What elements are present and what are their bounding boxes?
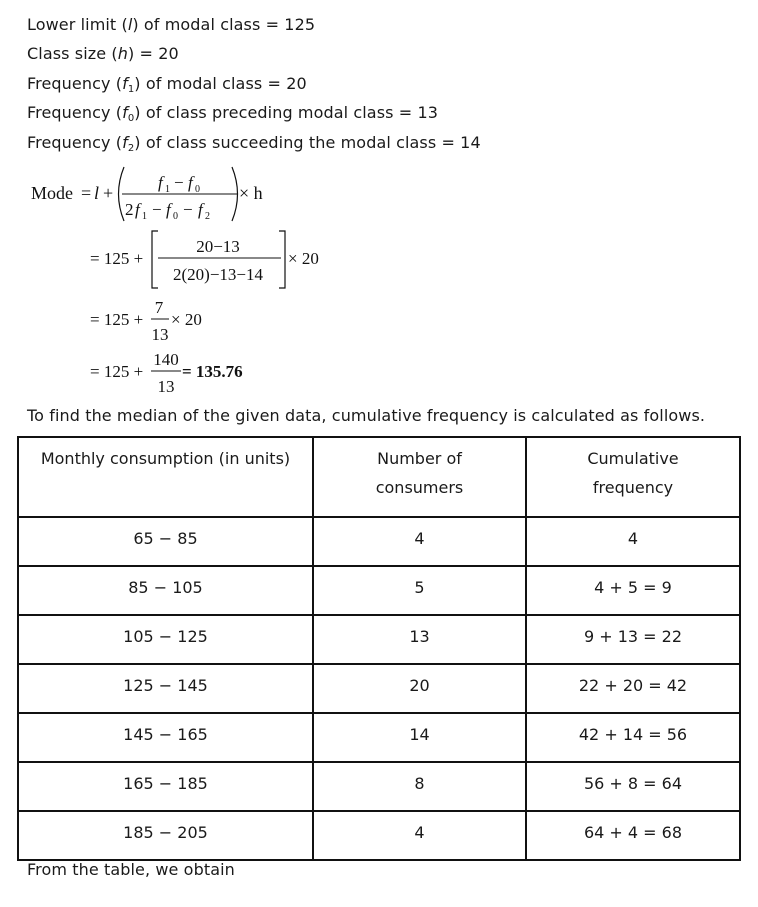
cell-cumulative: 42 + 14 = 56 [526, 713, 740, 762]
svg-text:2: 2 [205, 211, 210, 222]
svg-text:1: 1 [165, 184, 170, 195]
svg-text:7: 7 [154, 298, 164, 317]
svg-text:f: f [135, 200, 140, 219]
svg-text:f: f [188, 173, 193, 192]
right-bracket [279, 231, 285, 288]
cell-class: 145 − 165 [18, 713, 313, 762]
svg-text:13: 13 [151, 325, 169, 344]
svg-text:f: f [198, 200, 203, 219]
svg-text:−: − [183, 200, 193, 219]
cell-consumers: 13 [313, 615, 526, 664]
svg-text:f: f [166, 200, 171, 219]
cell-cumulative: 4 [526, 517, 740, 566]
cell-consumers: 8 [313, 762, 526, 811]
cell-consumers: 20 [313, 664, 526, 713]
svg-text:−: − [174, 173, 184, 192]
mode-formula [0, 0, 758, 400]
cell-cumulative: 4 + 5 = 9 [526, 566, 740, 615]
svg-text:0: 0 [195, 184, 200, 195]
given-lower-limit: Lower limit (l) of modal class = 125 [27, 15, 316, 34]
cell-class: 105 − 125 [18, 615, 313, 664]
svg-text:× 20: × 20 [171, 310, 202, 329]
svg-text:= 125 +: = 125 + [90, 249, 144, 268]
header-number-of-consumers: Number of consumers [313, 437, 526, 517]
table-row [18, 615, 740, 664]
cell-cumulative: 56 + 8 = 64 [526, 762, 740, 811]
given-f1: Frequency $(f_1)$ of modal class = 20 [27, 74, 307, 95]
table-header-row [18, 437, 740, 517]
cumulative-frequency-table [17, 436, 741, 861]
svg-text:× 20: × 20 [288, 249, 319, 268]
svg-text:= 135.76: = 135.76 [182, 362, 243, 381]
svg-text:20−13: 20−13 [196, 237, 240, 256]
cell-cumulative: 64 + 4 = 68 [526, 811, 740, 860]
table-row [18, 811, 740, 860]
cell-class: 65 − 85 [18, 517, 313, 566]
table-row [18, 762, 740, 811]
table-row [18, 713, 740, 762]
svg-text:= 125 +: = 125 + [90, 362, 144, 381]
table-row [18, 664, 740, 713]
cell-class: 165 − 185 [18, 762, 313, 811]
header-monthly-consumption: Monthly consumption (in units) [18, 437, 313, 517]
svg-text:l: l [94, 183, 100, 203]
table-row [18, 517, 740, 566]
cell-consumers: 4 [313, 517, 526, 566]
cell-class: 185 − 205 [18, 811, 313, 860]
cell-cumulative: 9 + 13 = 22 [526, 615, 740, 664]
svg-text:= 125 +: = 125 + [90, 310, 144, 329]
median-intro: To find the median of the given data, cumulative frequency is calculated as follows. [27, 406, 706, 425]
svg-text:2(20)−13−14: 2(20)−13−14 [173, 265, 263, 284]
cell-cumulative: 22 + 20 = 42 [526, 664, 740, 713]
svg-text:2: 2 [125, 200, 134, 219]
given-f0: Frequency $(f_0)$ of class preceding modal class = 13 [27, 103, 439, 124]
svg-text:=: = [81, 183, 92, 203]
cell-class: 85 − 105 [18, 566, 313, 615]
svg-text:13: 13 [157, 377, 175, 396]
svg-text:+: + [103, 183, 114, 203]
given-f2: Frequency $(f_2)$ of class succeeding the modal class = 14 [27, 133, 481, 154]
cell-class: 125 − 145 [18, 664, 313, 713]
left-bracket [152, 231, 158, 288]
svg-text:1: 1 [142, 211, 147, 222]
conclusion-text: From the table, we obtain [27, 860, 235, 879]
header-cumulative-frequency: Cumulative frequency [526, 437, 740, 517]
svg-text:× h: × h [239, 183, 263, 203]
given-class-size: Class size (h) = 20 [27, 44, 179, 63]
cell-consumers: 4 [313, 811, 526, 860]
table-row [18, 566, 740, 615]
svg-text:140: 140 [153, 350, 179, 369]
svg-text:f: f [158, 173, 163, 192]
svg-text:0: 0 [173, 211, 178, 222]
svg-text:−: − [152, 200, 162, 219]
cell-consumers: 5 [313, 566, 526, 615]
mode-word: Mode [31, 183, 73, 203]
cell-consumers: 14 [313, 713, 526, 762]
